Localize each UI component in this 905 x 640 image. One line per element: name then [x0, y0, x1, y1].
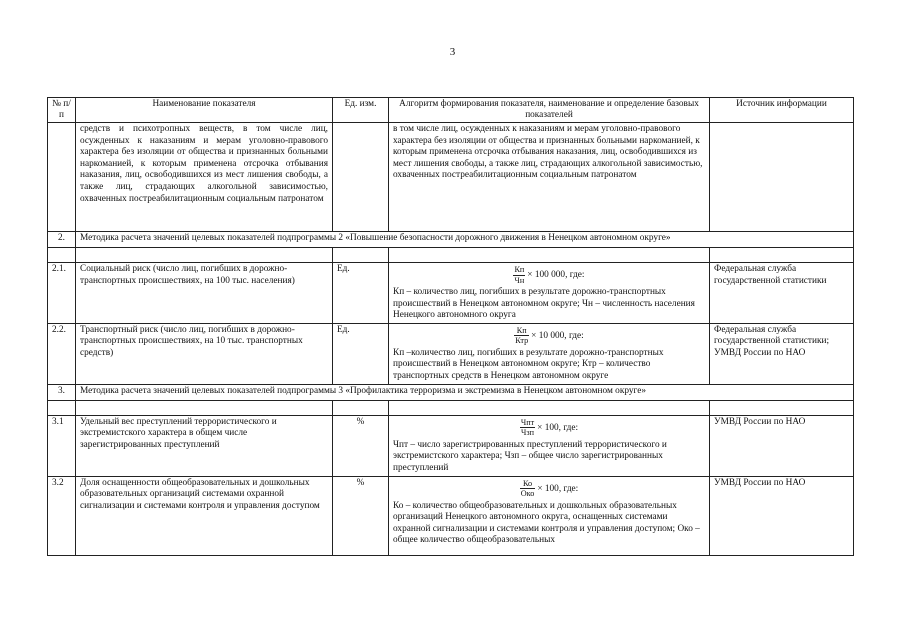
section-num: 3. [48, 384, 76, 400]
cell-algorithm: в том числе лиц, осужденных к наказаниям и мерам уголовно-правового характера без изоляции от общества и признанных больными наркоманией, к которым применена отсрочка отбывания наказания, лиц, освободившихся из мест лишения свободы, а также лиц, страдающих алкогольной зависимостью, охваченных постреабилитационным социальным патронатом [389, 123, 710, 232]
cell-num: 3.1 [48, 415, 76, 476]
section-num: 2. [48, 232, 76, 248]
cell-unit: Ед. [333, 263, 389, 324]
page-number: 3 [449, 46, 456, 58]
cell-name: средств и психотропных веществ, в том числе лиц, осужденных к наказаниям и мерам уголовно-правового характера без изоляции от общества и признанных больными наркоманией, к которым применена отсрочка отбывания наказания, лиц, освободившихся из мест лишения свободы, а также лиц, страдающих алкогольной зависимостью, охваченных постреабилитационным социальным патронатом [76, 123, 333, 232]
fraction [513, 265, 525, 285]
cell-num: 2.1. [48, 263, 76, 324]
formula [393, 479, 705, 499]
fraction-denominator: Ктр [515, 336, 529, 346]
algorithm-text: Кп – количество лиц, погибших в результате дорожно-транспортных происшествий в Ненецком автономном округе; Чн – численность населения Ненецкого автономного округа [393, 287, 695, 321]
fraction-numerator: Ко [520, 479, 536, 490]
formula-tail: × 100, где: [537, 422, 579, 433]
cell-unit: % [333, 415, 389, 476]
formula-tail: × 10 000, где: [531, 330, 584, 341]
table-row-2-2 [48, 323, 854, 384]
section-title: Методика расчета значений целевых показателей подпрограммы 2 «Повышение безопасности дорожного движения в Ненецком автономном округе» [76, 232, 854, 248]
cell-algorithm [389, 476, 710, 555]
table-row-continuation [48, 123, 854, 232]
fraction-numerator: Кп [514, 265, 525, 274]
cell-num: 2.2. [48, 323, 76, 384]
cell-name: Удельный вес преступлений террористического и экстремистского характера в общем числе зарегистрированных преступлений [76, 415, 333, 476]
cell-source: Федеральная служба государственной статистики [710, 263, 854, 324]
header-source: Источник информации [710, 98, 854, 123]
cell-unit: % [333, 476, 389, 555]
formula [393, 265, 705, 285]
cell-num: 3.2 [48, 476, 76, 555]
cell-num [48, 123, 76, 232]
section-row-3 [48, 384, 854, 400]
cell-unit: Ед. [333, 323, 389, 384]
formula-tail: × 100 000, где: [527, 270, 585, 281]
fraction-denominator: Око [520, 489, 535, 499]
algorithm-text: Чпт – число зарегистрированных преступлений террористического и экстремистского характера; Чзп – общее число зарегистрированных преступлений [393, 439, 667, 473]
spacer-row [48, 400, 854, 415]
formula [393, 326, 705, 346]
cell-source: Федеральная служба государственной статистики; УМВД России по НАО [710, 323, 854, 384]
table-row-2-1 [48, 263, 854, 324]
cell-algorithm [389, 415, 710, 476]
cell-source: УМВД России по НАО [710, 476, 854, 555]
cell-name: Социальный риск (число лиц, погибших в дорожно-транспортных происшествиях, на 100 тыс. населения) [76, 263, 333, 324]
table-row-3-1 [48, 415, 854, 476]
cell-name: Доля оснащенности общеобразовательных и дошкольных образовательных организаций системами охранной сигнализации и системами контроля и управления доступом [76, 476, 333, 555]
cell-source [710, 123, 854, 232]
table-header-row [48, 98, 854, 123]
cell-name: Транспортный риск (число лиц, погибших в дорожно-транспортных происшествиях, на 10 тыс. транспортных средств) [76, 323, 333, 384]
fraction-denominator: Чзп [521, 428, 534, 438]
cell-algorithm [389, 323, 710, 384]
fraction-numerator: Чпт [520, 417, 535, 427]
table-row-3-2 [48, 476, 854, 555]
section-row-2 [48, 232, 854, 248]
header-num: № п/п [48, 98, 76, 123]
cell-source: УМВД России по НАО [710, 415, 854, 476]
fraction [514, 326, 529, 346]
fraction-denominator: Чн [514, 275, 525, 285]
fraction-numerator: Кп [514, 326, 529, 337]
header-algorithm: Алгоритм формирования показателя, наименование и определение базовых показателей [389, 98, 710, 123]
algorithm-text: Ко – количество общеобразовательных и дошкольных образовательных организаций Ненецкого автономного округа, оснащенных системами охранной сигнализации и системами контроля и управления доступом; Око – общее количество общеобразовательных [393, 500, 700, 546]
fraction [520, 418, 535, 438]
fraction [520, 479, 536, 499]
cell-algorithm [389, 263, 710, 324]
cell-unit [333, 123, 389, 232]
indicators-table [47, 97, 854, 556]
spacer-row [48, 248, 854, 263]
section-title: Методика расчета значений целевых показателей подпрограммы 3 «Профилактика терроризма и экстремизма в Ненецком автономном округе» [76, 384, 854, 400]
algorithm-text: Кп –количество лиц, погибших в результате дорожно-транспортных происшествий в Ненецком автономном округе; Ктр – количество транспортных средств в Ненецком автономном округе [393, 347, 664, 381]
header-unit: Ед. изм. [333, 98, 389, 123]
header-name: Наименование показателя [76, 98, 333, 123]
formula [393, 418, 705, 438]
formula-tail: × 100, где: [537, 483, 579, 494]
